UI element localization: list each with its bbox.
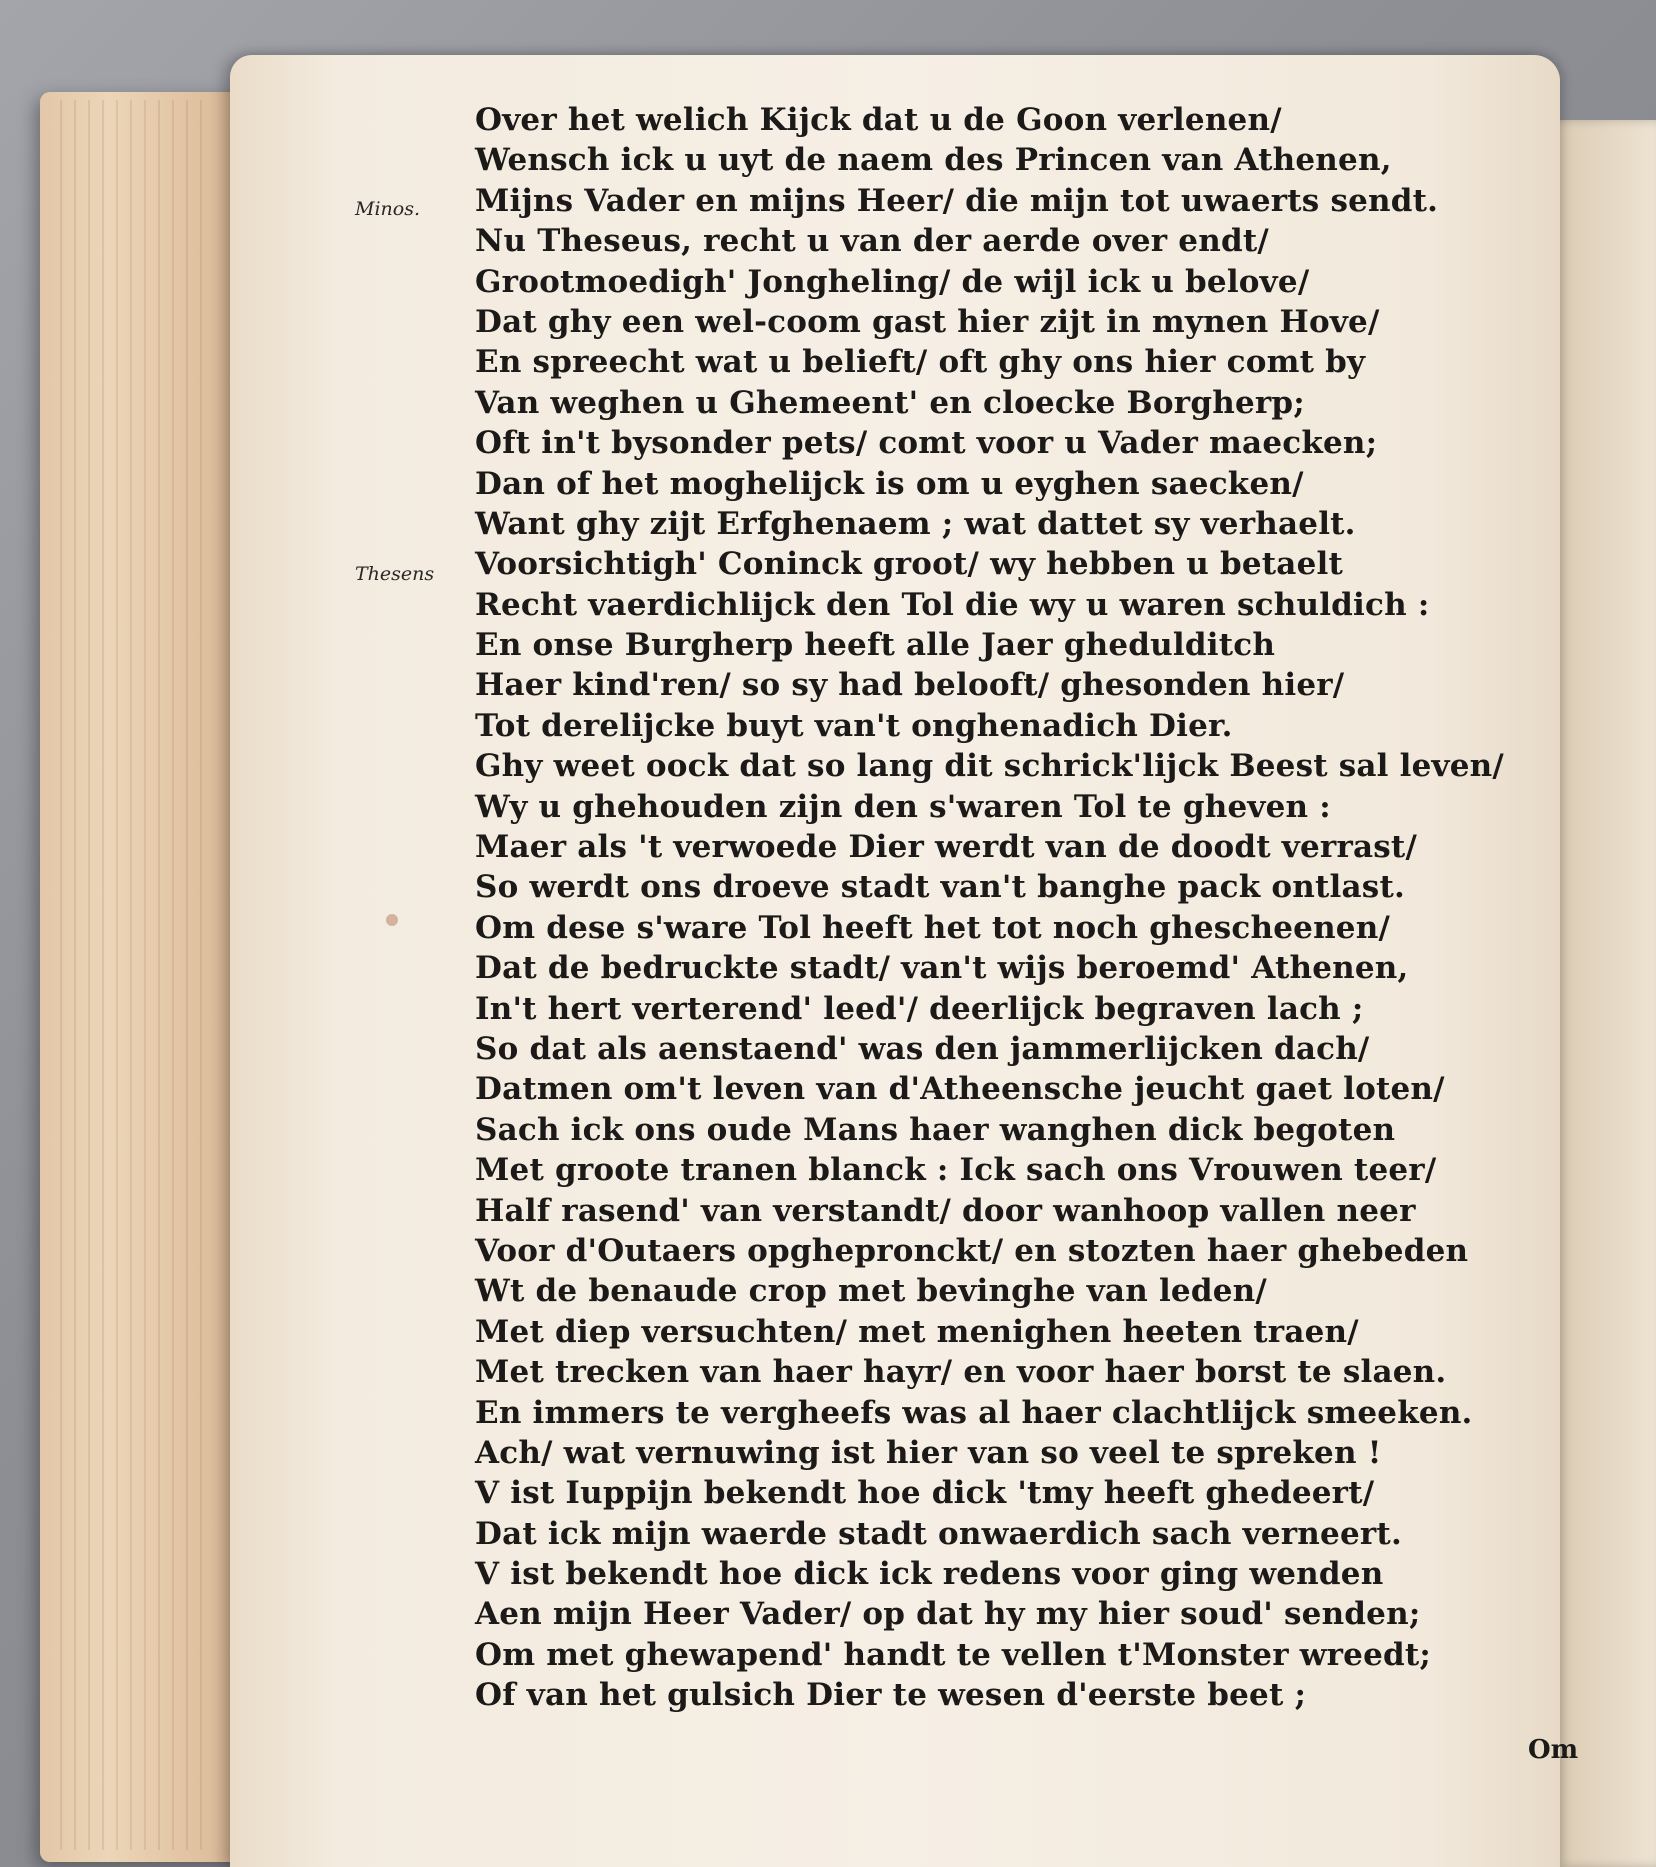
speaker-label-theseus: Thesens (355, 563, 435, 585)
verse-line: Recht vaerdichlijck den Tol die wy u waren schuldich : (475, 586, 1430, 623)
verse-line: Van weghen u Ghemeent' en cloecke Borgherp; (475, 384, 1305, 421)
verse-line: Om met ghewapend' handt te vellen t'Monster wreedt; (475, 1636, 1432, 1673)
verse-line: Dat ick mijn waerde stadt onwaerdich sach verneert. (475, 1515, 1402, 1552)
verse-line: Wensch ick u uyt de naem des Princen van Athenen, (475, 142, 1392, 179)
verse-line: Wy u ghehouden zijn den s'waren Tol te gheven : (475, 788, 1331, 825)
verse-line: Dat ghy een wel-coom gast hier zijt in mynen Hove/ (475, 303, 1380, 340)
verse-line: Grootmoedigh' Jongheling/ de wijl ick u belove/ (475, 263, 1310, 300)
verse-line: Met groote tranen blanck : Ick sach ons Vrouwen teer/ (475, 1152, 1437, 1189)
verse-line: Maer als 't verwoede Dier werdt van de doodt verrast/ (475, 829, 1417, 866)
verse-line: Over het welich Kijck dat u de Goon verlenen/ (475, 102, 1282, 138)
verse-line: Datmen om't leven van d'Atheensche jeucht gaet loten/ (475, 1071, 1445, 1108)
verse-line: Mijns Vader en mijns Heer/ die mijn tot uwaerts sendt. (475, 182, 1439, 219)
speaker-label-minos: Minos. (355, 198, 420, 220)
verse-line: Dan of het moghelijck is om u eyghen saecken/ (475, 465, 1304, 502)
verse-line: Half rasend' van verstandt/ door wanhoop vallen neer (475, 1192, 1416, 1229)
verse-line: In't hert verterend' leed'/ deerlijck begraven lach ; (475, 990, 1364, 1027)
verse-line: Sach ick ons oude Mans haer wanghen dick begoten (475, 1111, 1396, 1148)
verse-line: En spreecht wat u belieft/ oft ghy ons hier comt by (475, 344, 1366, 381)
verse-line: En immers te vergheefs was al haer clachtlijck smeeken. (475, 1394, 1473, 1431)
catchword: Om (1528, 1735, 1579, 1765)
verse-line: Want ghy zijt Erfghenaem ; wat dattet sy verhaelt. (475, 505, 1356, 542)
page-edge-lines (60, 100, 210, 1850)
verse-line: So werdt ons droeve stadt van't banghe pack ontlast. (475, 869, 1405, 906)
verse-line: Met trecken van haer hayr/ en voor haer borst te slaen. (475, 1354, 1447, 1391)
verse-line: Nu Theseus, recht u van der aerde over endt/ (475, 223, 1269, 260)
foxing-spot (386, 914, 398, 926)
verse-line: Haer kind'ren/ so sy had belooft/ ghesonden hier/ (475, 667, 1345, 704)
facing-page-edge (1546, 120, 1656, 1867)
verse-line: Wt de benaude crop met bevinghe van leden/ (475, 1273, 1267, 1310)
verse-line: Voorsichtigh' Coninck groot/ wy hebben u betaelt (475, 546, 1343, 583)
verse-line: Voor d'Outaers opghepronckt/ en stozten haer ghebeden (475, 1232, 1469, 1269)
verse-line: So dat als aenstaend' was den jammerlijcken dach/ (475, 1030, 1370, 1067)
verse-line: Aen mijn Heer Vader/ op dat hy my hier soud' senden; (475, 1596, 1421, 1633)
verse-line: Oft in't bysonder pets/ comt voor u Vader maecken; (475, 425, 1378, 462)
verse-line: Of van het gulsich Dier te wesen d'eerste beet ; (475, 1677, 1307, 1714)
verse-line: En onse Burgherp heeft alle Jaer ghedulditch (475, 627, 1276, 664)
verse-line: V ist Iuppijn bekendt hoe dick 'tmy heeft ghedeert/ (475, 1475, 1375, 1512)
verse-line: Dat de bedruckte stadt/ van't wijs beroemd' Athenen, (475, 950, 1409, 987)
verse-line: Om dese s'ware Tol heeft het tot noch ghescheenen/ (475, 909, 1390, 946)
verse-block (475, 100, 1504, 1716)
verse-line: Ach/ wat vernuwing ist hier van so veel te spreken ! (475, 1434, 1382, 1471)
verse-line: V ist bekendt hoe dick ick redens voor ging wenden (475, 1556, 1384, 1593)
verse-line: Ghy weet oock dat so lang dit schrick'lijck Beest sal leven/ (475, 748, 1504, 785)
verse-line: Tot derelijcke buyt van't onghenadich Dier. (475, 707, 1233, 744)
verse-line: Met diep versuchten/ met menighen heeten traen/ (475, 1313, 1359, 1350)
